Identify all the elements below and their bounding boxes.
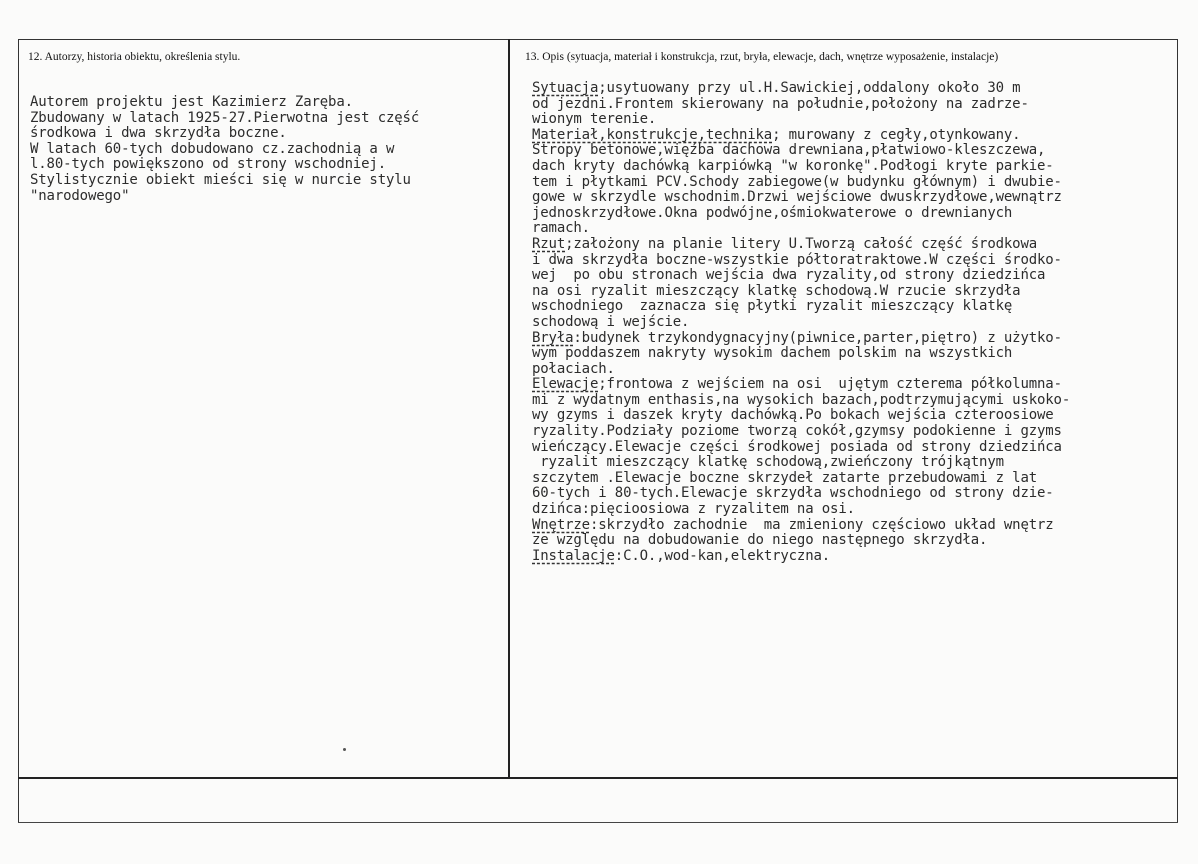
line-text: wschodniego zaznacza się płytki ryzalit mieszczący klatkę bbox=[532, 298, 1013, 315]
description-line bbox=[532, 377, 1070, 393]
description-line bbox=[532, 471, 1070, 487]
description-line bbox=[532, 268, 1070, 284]
line-text: wionym terenie. bbox=[532, 111, 657, 128]
description-line bbox=[532, 299, 1070, 315]
description-line bbox=[532, 533, 1070, 549]
frame-top-line bbox=[18, 39, 1178, 40]
column-divider bbox=[508, 39, 510, 779]
history-line: Zbudowany w latach 1925-27.Pierwotna jest część bbox=[30, 109, 420, 126]
line-text: połaciach. bbox=[532, 360, 615, 377]
description-line bbox=[532, 346, 1070, 362]
line-text: wej po obu stronach wejścia dwa ryzality,od strony dziedzińca bbox=[532, 267, 1046, 284]
line-text: :budynek trzykondygnacyjny(piwnice,parter,piętro) z użytko- bbox=[573, 329, 1062, 346]
description-line bbox=[532, 97, 1070, 113]
description-line bbox=[532, 206, 1070, 222]
description-line bbox=[532, 486, 1070, 502]
description-line bbox=[532, 393, 1070, 409]
description-line bbox=[532, 143, 1070, 159]
line-text: ze względu na dobudowanie do niego następnego skrzydła. bbox=[532, 532, 988, 549]
line-text: na osi ryzalit mieszczący klatkę schodową.W rzucie skrzydła bbox=[532, 282, 1021, 299]
description-line bbox=[532, 331, 1070, 347]
section-label: Bryła bbox=[532, 329, 574, 346]
frame-bottom-line-2 bbox=[18, 822, 1178, 823]
section-label: Elewacje bbox=[532, 376, 599, 393]
section-label: Rzut bbox=[532, 235, 566, 252]
frame-left-line bbox=[18, 39, 19, 823]
description-line bbox=[532, 112, 1070, 128]
line-text: tem i płytkami PCV.Schody zabiegowe(w budynku głównym) i dwubie- bbox=[532, 173, 1062, 190]
line-text: Stropy betonowe,więźba dachowa drewniana,płatwiowo-kleszczewa, bbox=[532, 142, 1046, 159]
section-label: Wnętrze bbox=[532, 516, 590, 533]
line-text: i dwa skrzydła boczne-wszystkie półtoratraktowe.W części środko- bbox=[532, 251, 1062, 268]
line-text: schodową i wejście. bbox=[532, 313, 690, 330]
history-line: Autorem projektu jest Kazimierz Zaręba. bbox=[30, 94, 353, 110]
description-line bbox=[532, 190, 1070, 206]
section-label: Sytuacja bbox=[532, 80, 599, 96]
history-text-block bbox=[30, 95, 419, 204]
history-line: "narodowego" bbox=[30, 187, 130, 204]
description-line bbox=[532, 424, 1070, 440]
line-text: mi z wydatnym enthasis,na wysokich bazach,podtrzymującymi uskoko- bbox=[532, 391, 1071, 408]
description-line bbox=[532, 455, 1070, 471]
section-label: Materiał,konstrukcje,technika bbox=[532, 126, 773, 143]
description-line bbox=[532, 440, 1070, 456]
frame-bottom-line bbox=[18, 777, 1178, 779]
line-text: gowe w skrzydle wschodnim.Drzwi wejściowe dwuskrzydłowe,wewnątrz bbox=[532, 189, 1062, 206]
description-line bbox=[532, 408, 1070, 424]
description-line bbox=[532, 81, 1070, 97]
description-line bbox=[532, 237, 1070, 253]
line-text: ryzality.Podziały poziome tworzą cokół,gzymsy podokienne i gzyms bbox=[532, 423, 1062, 440]
line-text: :C.O.,wod-kan,elektryczna. bbox=[614, 547, 831, 564]
line-text: :skrzydło zachodnie ma zmieniony częściowo układ wnętrz bbox=[589, 516, 1054, 533]
description-line bbox=[532, 362, 1070, 378]
description-line bbox=[532, 175, 1070, 191]
description-line bbox=[532, 159, 1070, 175]
history-line: W latach 60-tych dobudowano cz.zachodnią a w bbox=[30, 140, 395, 157]
line-text: dzińca:pięcioosiowa z ryzalitem na osi. bbox=[532, 501, 855, 518]
line-text: wym poddaszem nakryty wysokim dachem polskim na wszystkich bbox=[532, 345, 1013, 362]
line-text: wieńczący.Elewacje części środkowej posiada od strony dziedzińca bbox=[532, 438, 1062, 455]
section-13-header: 13. Opis (sytuacja, materiał i konstrukcja, rzut, bryła, elewacje, dach, wnętrze wyposażenie, instalacje) bbox=[525, 51, 999, 63]
description-line bbox=[532, 549, 1070, 565]
line-text: jednoskrzydłowe.Okna podwójne,ośmiokwaterowe o drewnianych bbox=[532, 204, 1013, 221]
history-line: Stylistycznie obiekt mieści się w nurcie stylu bbox=[30, 171, 411, 188]
line-text: ;frontowa z wejściem na osi ujętym czterema półkolumna- bbox=[598, 376, 1062, 393]
line-text: ;usytuowany przy ul.H.Sawickiej,oddalony około 30 m bbox=[598, 80, 1021, 96]
line-text: ramach. bbox=[532, 220, 590, 237]
description-line bbox=[532, 128, 1070, 144]
frame-right-line bbox=[1177, 39, 1178, 823]
line-text: od jezdni.Frontem skierowany na południe,położony na zadrze- bbox=[532, 95, 1029, 112]
description-text-block bbox=[532, 81, 1070, 564]
description-line bbox=[532, 315, 1070, 331]
description-line bbox=[532, 253, 1070, 269]
section-12-header: 12. Autorzy, historia obiektu, określenia stylu. bbox=[28, 51, 241, 63]
description-line bbox=[532, 221, 1070, 237]
line-text: 60-tych i 80-tych.Elewacje skrzydła wschodniego od strony dzie- bbox=[532, 485, 1054, 502]
line-text: dach kryty dachówką karpiówką "w koronkę".Podłogi kryte parkie- bbox=[532, 157, 1054, 174]
description-line bbox=[532, 284, 1070, 300]
history-line: środkowa i dwa skrzydła boczne. bbox=[30, 125, 287, 142]
description-line bbox=[532, 518, 1070, 534]
line-text: ;założony na planie litery U.Tworzą całość część środkowa bbox=[565, 235, 1038, 252]
ink-dot bbox=[343, 748, 346, 751]
history-line: l.80-tych powiększono od strony wschodniej. bbox=[30, 156, 386, 173]
description-line bbox=[532, 502, 1070, 518]
section-label: Instalacje bbox=[532, 547, 615, 564]
line-text: wy gzyms i daszek kryty dachówką.Po bokach wejścia czteroosiowe bbox=[532, 407, 1054, 424]
line-text: ; murowany z cegły,otynkowany. bbox=[772, 126, 1021, 143]
line-text: szczytem .Elewacje boczne skrzydeł zatarte przebudowami z lat bbox=[532, 469, 1038, 486]
line-text: ryzalit mieszczący klatkę schodową,zwieńczony trójkątnym bbox=[532, 454, 1004, 471]
